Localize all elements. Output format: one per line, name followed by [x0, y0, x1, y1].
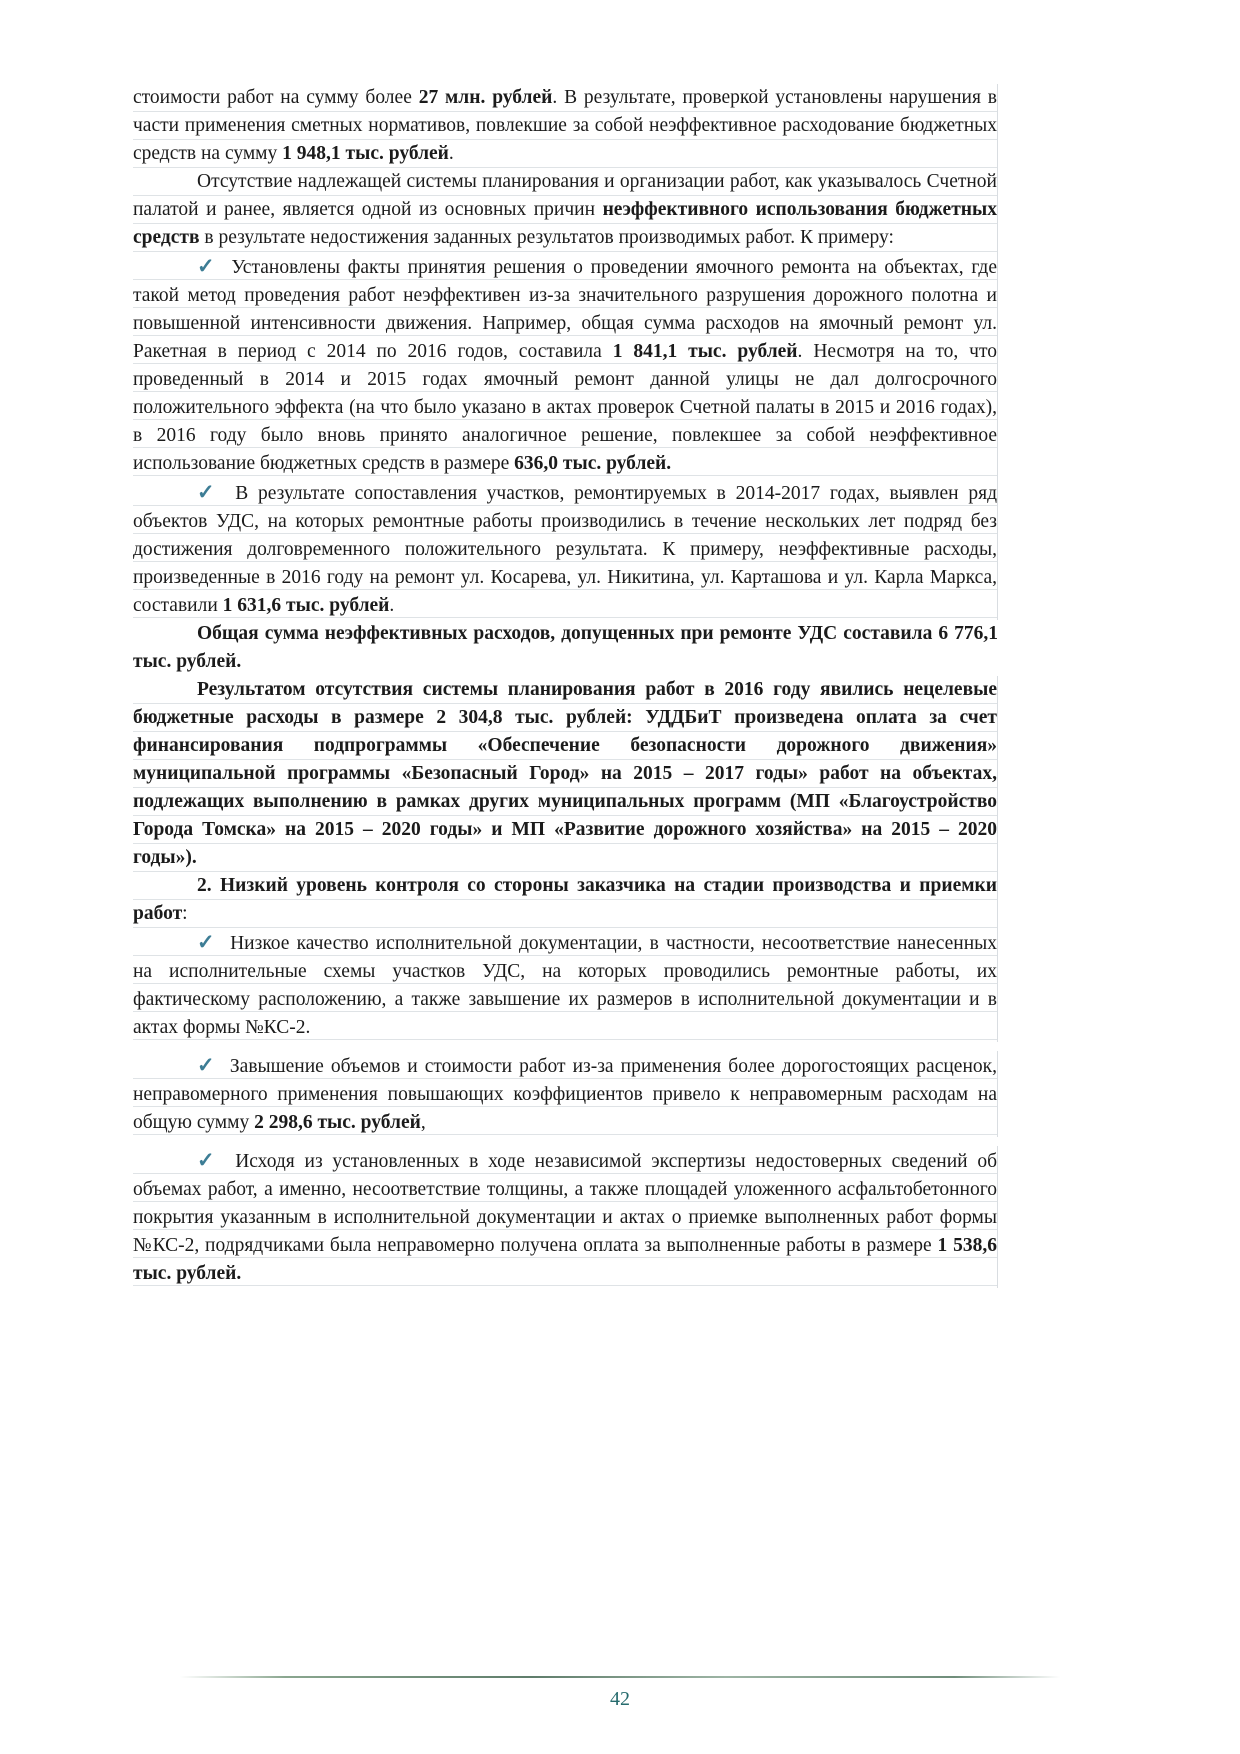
text-run-bold: 636,0 тыс. рублей. — [514, 453, 672, 474]
text-run: Отсутствие надлежащей системы планирования и организации работ, как указывалось Счетной палатой и ранее, является одной из основных причин — [133, 171, 997, 220]
text-run-bold: 27 млн. рублей — [418, 87, 553, 108]
text-run-bold: 2. Низкий уровень контроля со стороны заказчика на стадии производства и приемки работ — [133, 875, 997, 924]
text-run-bold: 2 304,8 тыс. рублей: — [436, 707, 633, 728]
text-run: . — [389, 595, 395, 616]
bullet-overstated-volumes-cost — [133, 1051, 998, 1137]
bullet-repeated-repairs-uds — [133, 478, 998, 620]
text-run-bold: 1 631,6 тыс. рублей — [222, 595, 390, 616]
text-run-bold: неэффективного использования бюджетных средств — [133, 199, 997, 248]
text-run: Низкое качество исполнительной документации, в частности, несоответствие нанесенных на исполнительные схемы участков УДС, на которых проводились ремонтные работы, их фактическому расположению, а также завышение их размеров в исполнительной документации и в актах формы №КС-2. — [133, 933, 998, 1038]
check-bullet-icon: ✓ — [197, 254, 218, 278]
text-run-bold: Общая сумма неэффективных расходов, допущенных при ремонте УДС составила 6 776,1 тыс. рублей. — [133, 623, 998, 672]
text-run: , — [420, 1112, 426, 1133]
para-planning-system-absence — [133, 168, 998, 252]
bullet-patch-repair-raketnaya — [133, 252, 998, 478]
text-run: В результате сопоставления участков, ремонтируемых в 2014-2017 годах, выявлен ряд объектов УДС, на которых ремонтные работы производились в течение нескольких лет подряд без достижения долговременного положительного результата. К примеру, неэффективные расходы, произведенные в 2016 году на ремонт ул. Косарева, ул. Никитина, ул. Карташова и ул. Карла Маркса, составили — [133, 483, 997, 616]
text-run: . В результате, проверкой установлены нарушения в части применения сметных нормативов, повлекшие за собой неэффективное расходование бюджетных средств на сумму — [133, 87, 997, 164]
text-run: Установлены факты принятия решения о проведении ямочного ремонта на объектах, где такой метод проведения работ неэффективен из-за значительного разрушения дорожного полотна и повышенной интенсивности движения. Например, общая сумма расходов на ямочный ремонт ул. Ракетная в период с 2014 по 2016 годов, составила — [133, 257, 998, 362]
text-run-bold: 1 538,6 тыс. рублей. — [133, 1235, 997, 1284]
text-run: Завышение объемов и стоимости работ из-за применения более дорогостоящих расценок, неправомерного применения повышающих коэффициентов привело к неправомерным расходам на общую сумму — [133, 1056, 997, 1133]
text-run-bold: 1 948,1 тыс. рублей — [282, 143, 449, 164]
footer-divider — [180, 1676, 1060, 1678]
para-continuation-inefficient-spending — [133, 84, 998, 168]
text-run: . Несмотря на то, что проведенный в 2014 и 2015 годах ямочный ремонт данной улицы не дал долгосрочного положительного эффекта (на что было указано в актах проверок Счетной палаты в 2015 и 2016 годах), в 2016 году было вновь принято аналогичное решение, повлекшее за собой неэффективное использование бюджетных средств в размере — [133, 341, 998, 474]
text-run: в результате недостижения заданных результатов производимых работ. К примеру: — [199, 227, 894, 248]
text-run: Исходя из установленных в ходе независимой экспертизы недостоверных сведений об объемах работ, а именно, несоответствие толщины, а также площадей уложенного асфальтобетонного покрытия указанным в исполнительной документации и актах о приемке выполненных работ формы №КС-2, подрядчиками была неправомерно получена оплата за выполненные работы в размере — [133, 1151, 997, 1256]
check-bullet-icon: ✓ — [197, 1053, 217, 1077]
bullet-independent-expertise-findings — [133, 1146, 998, 1288]
page-number: 42 — [610, 1688, 630, 1710]
document-body — [133, 84, 998, 1288]
bullet-low-quality-documentation — [133, 928, 998, 1042]
text-run: : — [182, 903, 188, 924]
text-run-bold: Результатом отсутствия системы планирования работ в 2016 году явились нецелевые бюджетные расходы в размере — [133, 679, 997, 728]
heading-section-2-low-control — [133, 872, 998, 928]
check-bullet-icon: ✓ — [197, 480, 220, 504]
text-run: . — [448, 143, 454, 164]
check-bullet-icon: ✓ — [197, 930, 217, 954]
text-run: стоимости работ на сумму более — [133, 87, 419, 108]
text-run-bold: 1 841,1 тыс. рублей — [612, 341, 798, 362]
para-nontargeted-budget-expenses — [133, 676, 998, 872]
text-run-bold: УДДБиТ произведена оплата за счет финансирования подпрограммы «Обеспечение безопасности дорожного движения» муниципальной программы «Безопасный Город» на 2015 – 2017 годы» работ на объектах, подлежащих выполнению в рамках других муниципальных программ (МП «Благоустройство Города Томска» на 2015 – 2020 годы» и МП «Развитие дорожного хозяйства» на 2015 – 2020 годы»). — [133, 707, 997, 868]
text-run-bold: 2 298,6 тыс. рублей — [254, 1112, 421, 1133]
para-total-inefficient-expenses — [133, 620, 998, 676]
check-bullet-icon: ✓ — [197, 1148, 220, 1172]
